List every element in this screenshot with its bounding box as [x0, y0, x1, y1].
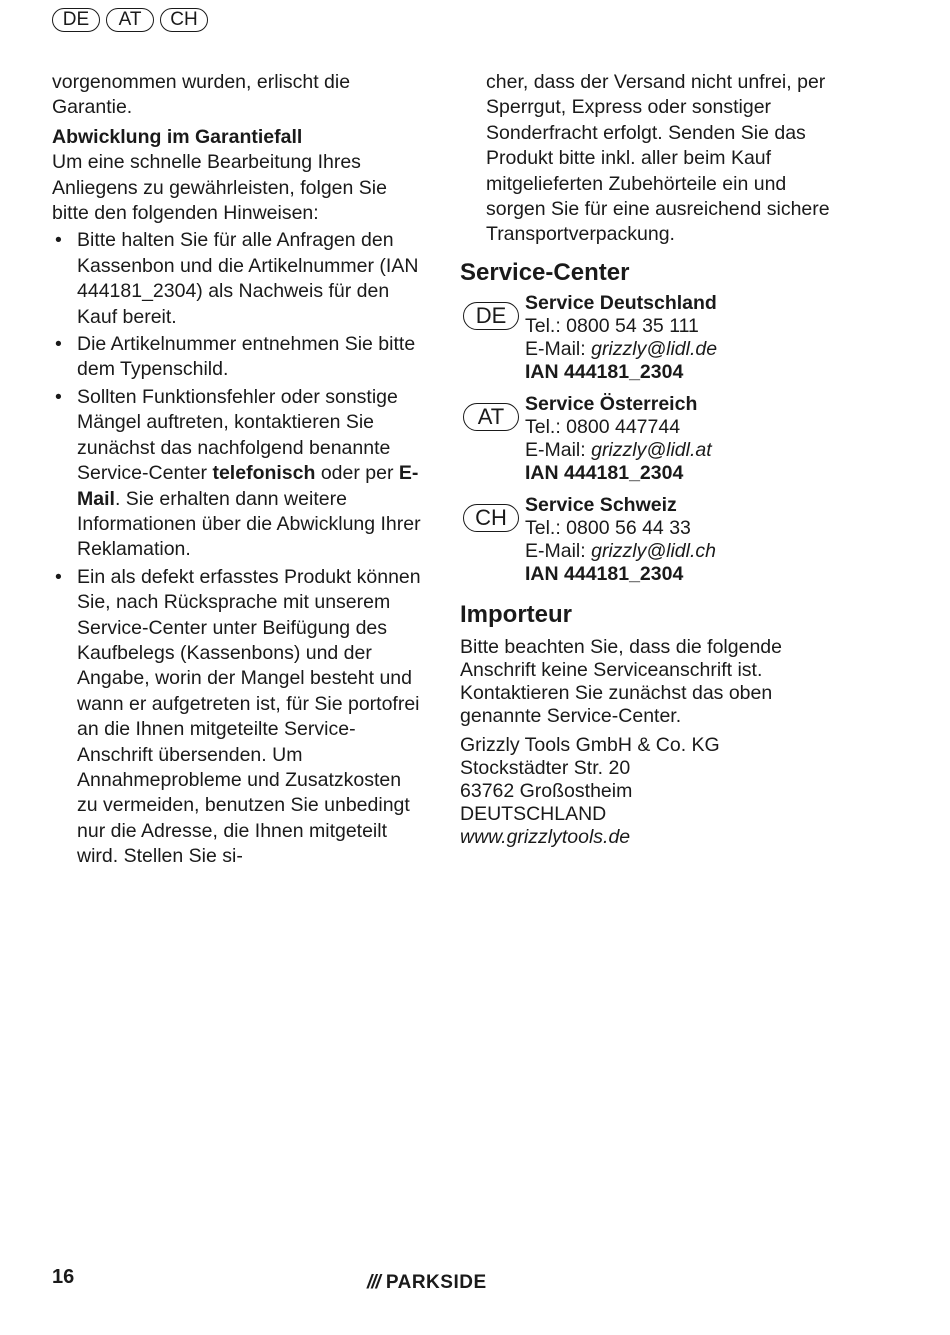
warranty-list: [52, 228, 427, 869]
service-email-line: [525, 338, 835, 361]
email-label: E-Mail:: [525, 438, 592, 461]
service-badge: DE: [463, 302, 519, 330]
address-line: Stockstädter Str. 20: [460, 756, 631, 779]
bullet-text: oder per: [315, 462, 399, 485]
bullet-text: Sollten Funktionsfehler oder sonstige Mängel auftreten, kontaktieren Sie zunächst das nachfolgend benannte Service-Center: [77, 385, 398, 485]
email-link[interactable]: grizzly@lidl.ch: [591, 539, 716, 562]
country-badges: [52, 8, 208, 32]
warranty-lead: Um eine schnelle Bearbeitung Ihres Anliegens zu gewährleisten, folgen Sie bitte den folgenden Hinweisen:: [52, 151, 387, 225]
service-de: [460, 292, 835, 384]
brand-slashes-icon: ///: [367, 1272, 380, 1293]
bullet-text: . Sie erhalten dann weitere Informationen über die Abwicklung Ihrer Reklamation.: [77, 487, 421, 561]
address-line: Grizzly Tools GmbH & Co. KG: [460, 733, 720, 756]
email-label: E-Mail:: [525, 539, 592, 562]
list-item: [52, 385, 427, 563]
badge-ch: CH: [160, 8, 208, 32]
list-item: • Bitte halten Sie für alle Anfragen den Kassenbon und die Artikelnummer (IAN 444181_2304) als Nachweis für den Kauf bereit.: [52, 228, 427, 330]
service-ian: IAN 444181_2304: [525, 562, 684, 585]
importer-address: [460, 734, 835, 849]
importer-heading: Importeur: [460, 600, 573, 628]
service-ch: [460, 494, 835, 586]
service-title: Service Schweiz: [525, 493, 677, 516]
right-column: [460, 70, 835, 849]
service-ian: IAN 444181_2304: [525, 461, 684, 484]
badge-de: DE: [52, 8, 100, 32]
intro-text: vorgenommen wurden, erlischt die Garantie.: [52, 71, 351, 119]
page-number: 16: [52, 1266, 75, 1288]
service-title: Service Deutschland: [525, 291, 717, 314]
importer-note: Bitte beachten Sie, dass die folgende Anschrift keine Serviceanschrift ist. Kontaktieren Sie zunächst das oben genannte Service-Center.: [460, 635, 782, 727]
email-link[interactable]: grizzly@lidl.at: [591, 438, 712, 461]
service-title: Service Österreich: [525, 392, 698, 415]
brand-logo: [367, 1272, 487, 1294]
service-at: [460, 393, 835, 485]
service-badge: AT: [463, 403, 519, 431]
list-item: • Ein als defekt erfasstes Produkt können Sie, nach Rücksprache mit unserem Service-Center unter Beifügung des Kaufbelegs (Kassenbons) und der Angabe, worin der Mangel besteht und wann er aufgetreten ist, für Sie portofrei an die Ihnen mitgeteilte Service-Anschrift übersenden. Um Annahmeprobleme und Zusatzkosten zu vermeiden, benutzen Sie unbedingt nur die Adresse, die Ihnen mitgeteilt wird. Stellen Sie si-: [52, 565, 427, 870]
service-ian: IAN 444181_2304: [525, 360, 684, 383]
address-line: DEUTSCHLAND: [460, 802, 607, 825]
badge-at: AT: [106, 8, 154, 32]
bold-phone: telefonisch: [212, 462, 316, 485]
service-center-heading: Service-Center: [460, 258, 630, 286]
service-email-line: [525, 439, 835, 462]
email-label: E-Mail:: [525, 337, 592, 360]
website-link[interactable]: www.grizzlytools.de: [460, 825, 631, 848]
left-column: [52, 70, 427, 870]
continuation-text: cher, dass der Versand nicht unfrei, per Sperrgut, Express oder sonstiger Sonderfracht erfolgt. Senden Sie das Produkt bitte inkl. aller beim Kauf mitgelieferten Zubehörteile ein und sorgen Sie für eine ausreichend sichere Transportverpackung.: [486, 71, 830, 246]
email-link[interactable]: grizzly@lidl.de: [591, 337, 718, 360]
warranty-subheading: Abwicklung im Garantiefall: [52, 125, 303, 148]
address-line: 63762 Großostheim: [460, 779, 633, 802]
service-tel: Tel.: 0800 56 44 33: [525, 516, 691, 539]
service-tel: Tel.: 0800 54 35 111: [525, 314, 699, 337]
service-badge: CH: [463, 504, 519, 532]
bold-email: E-Mail: [77, 462, 419, 510]
list-item: • Die Artikelnummer entnehmen Sie bitte dem Typenschild.: [52, 332, 427, 383]
service-email-line: [525, 540, 835, 563]
service-tel: Tel.: 0800 447744: [525, 415, 681, 438]
brand-name: PARKSIDE: [385, 1272, 487, 1293]
